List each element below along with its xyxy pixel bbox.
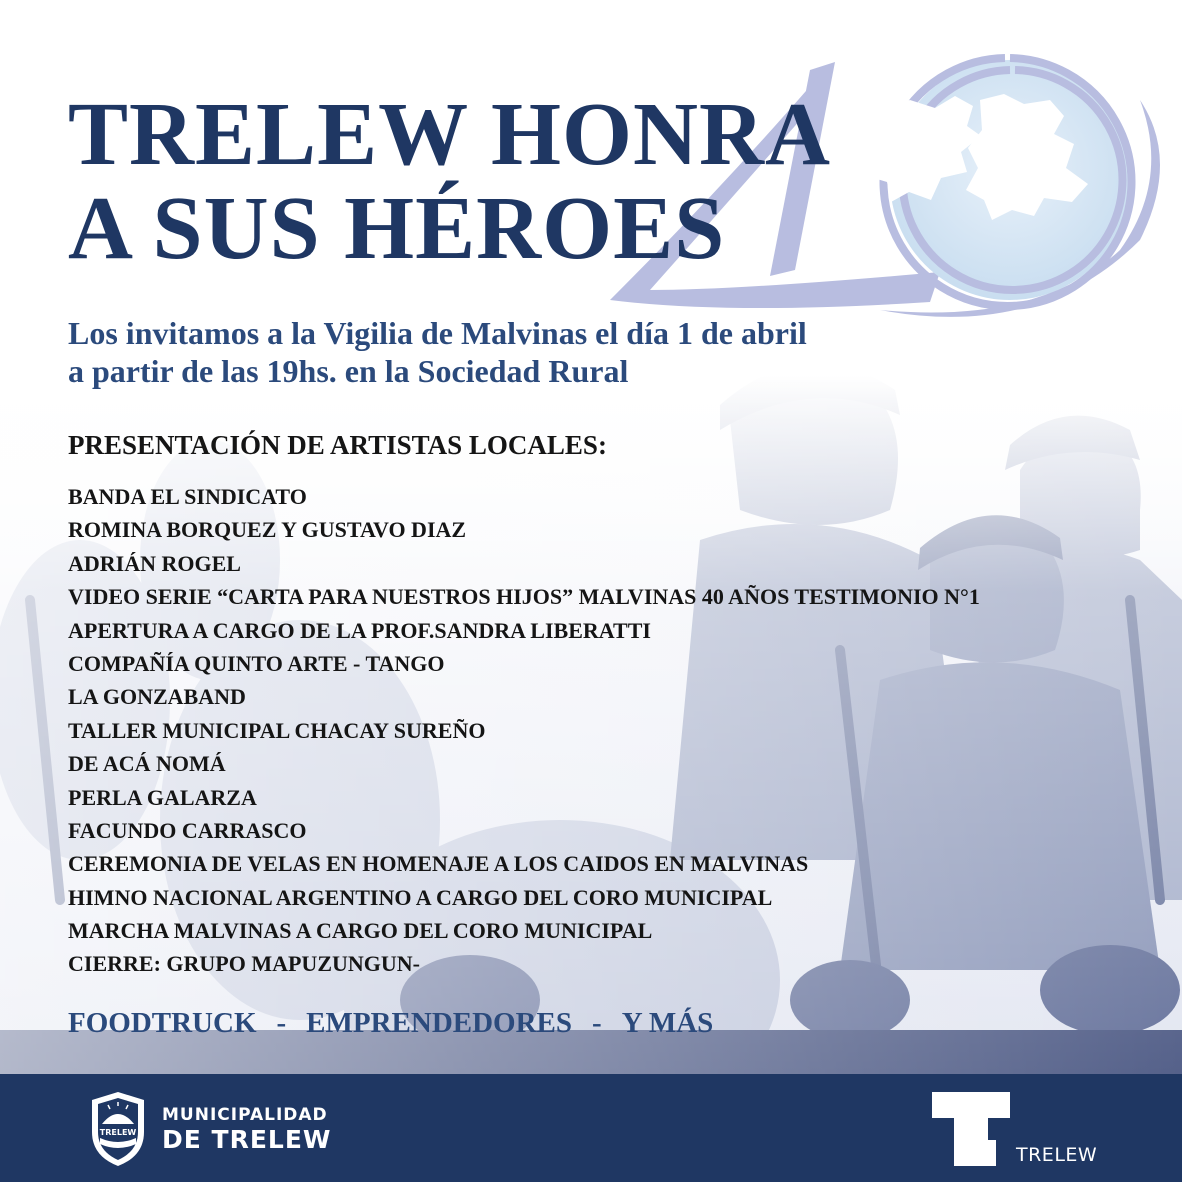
title-line-1: TRELEW HONRA bbox=[68, 85, 831, 184]
footer-bar bbox=[0, 1074, 1182, 1182]
invitation-line-2: a partir de las 19hs. en la Sociedad Rural bbox=[68, 353, 629, 389]
extras-y-mas: Y MÁS bbox=[621, 1007, 714, 1039]
page-title bbox=[68, 85, 831, 278]
extras-emprendedores: EMPRENDEDORES bbox=[306, 1007, 573, 1039]
list-item: APERTURA A CARGO DE LA PROF.SANDRA LIBERATTI bbox=[68, 617, 651, 643]
list-item: CEREMONIA DE VELAS EN HOMENAJE A LOS CAIDOS EN MALVINAS bbox=[68, 851, 809, 877]
list-item: PERLA GALARZA bbox=[68, 784, 257, 810]
municipality-name bbox=[162, 1104, 332, 1154]
list-item: HIMNO NACIONAL ARGENTINO A CARGO DEL CORO MUNICIPAL bbox=[68, 884, 773, 910]
list-item: VIDEO SERIE “CARTA PARA NUESTROS HIJOS” MALVINAS 40 AÑOS TESTIMONIO N°1 bbox=[68, 584, 980, 610]
letter-t-logo-icon bbox=[932, 1092, 1012, 1166]
list-item: DE ACÁ NOMÁ bbox=[68, 751, 226, 777]
invitation-line-1: Los invitamos a la Vigilia de Malvinas el día 1 de abril bbox=[68, 315, 807, 351]
municipality-line-1: MUNICIPALIDAD bbox=[162, 1105, 328, 1125]
extras-foodtruck: FOODTRUCK bbox=[68, 1007, 257, 1039]
list-item: ROMINA BORQUEZ Y GUSTAVO DIAZ bbox=[68, 517, 467, 543]
list-item: CIERRE: GRUPO MAPUZUNGUN- bbox=[68, 951, 420, 977]
crest-label: TRELEW bbox=[99, 1128, 137, 1137]
list-item: ADRIÁN ROGEL bbox=[68, 550, 241, 576]
municipality-line-2: DE TRELEW bbox=[162, 1125, 332, 1154]
extras-separator: - bbox=[276, 1007, 287, 1039]
lineup-heading: PRESENTACIÓN DE ARTISTAS LOCALES: bbox=[68, 430, 607, 460]
lineup-list bbox=[68, 480, 980, 981]
list-item: FACUNDO CARRASCO bbox=[68, 817, 307, 843]
extras-separator: - bbox=[592, 1007, 602, 1039]
invitation-text bbox=[68, 314, 807, 390]
title-line-2: A SUS HÉROES bbox=[68, 179, 726, 278]
extras-line bbox=[68, 1007, 713, 1040]
list-item: MARCHA MALVINAS A CARGO DEL CORO MUNICIPAL bbox=[68, 918, 653, 944]
list-item: TALLER MUNICIPAL CHACAY SUREÑO bbox=[68, 717, 486, 743]
shield-crest-icon bbox=[88, 1090, 148, 1168]
list-item: BANDA EL SINDICATO bbox=[68, 484, 307, 509]
list-item: LA GONZABAND bbox=[68, 684, 246, 710]
city-logo-label: TRELEW bbox=[1016, 1144, 1098, 1166]
list-item: COMPAÑÍA QUINTO ARTE - TANGO bbox=[68, 650, 445, 676]
